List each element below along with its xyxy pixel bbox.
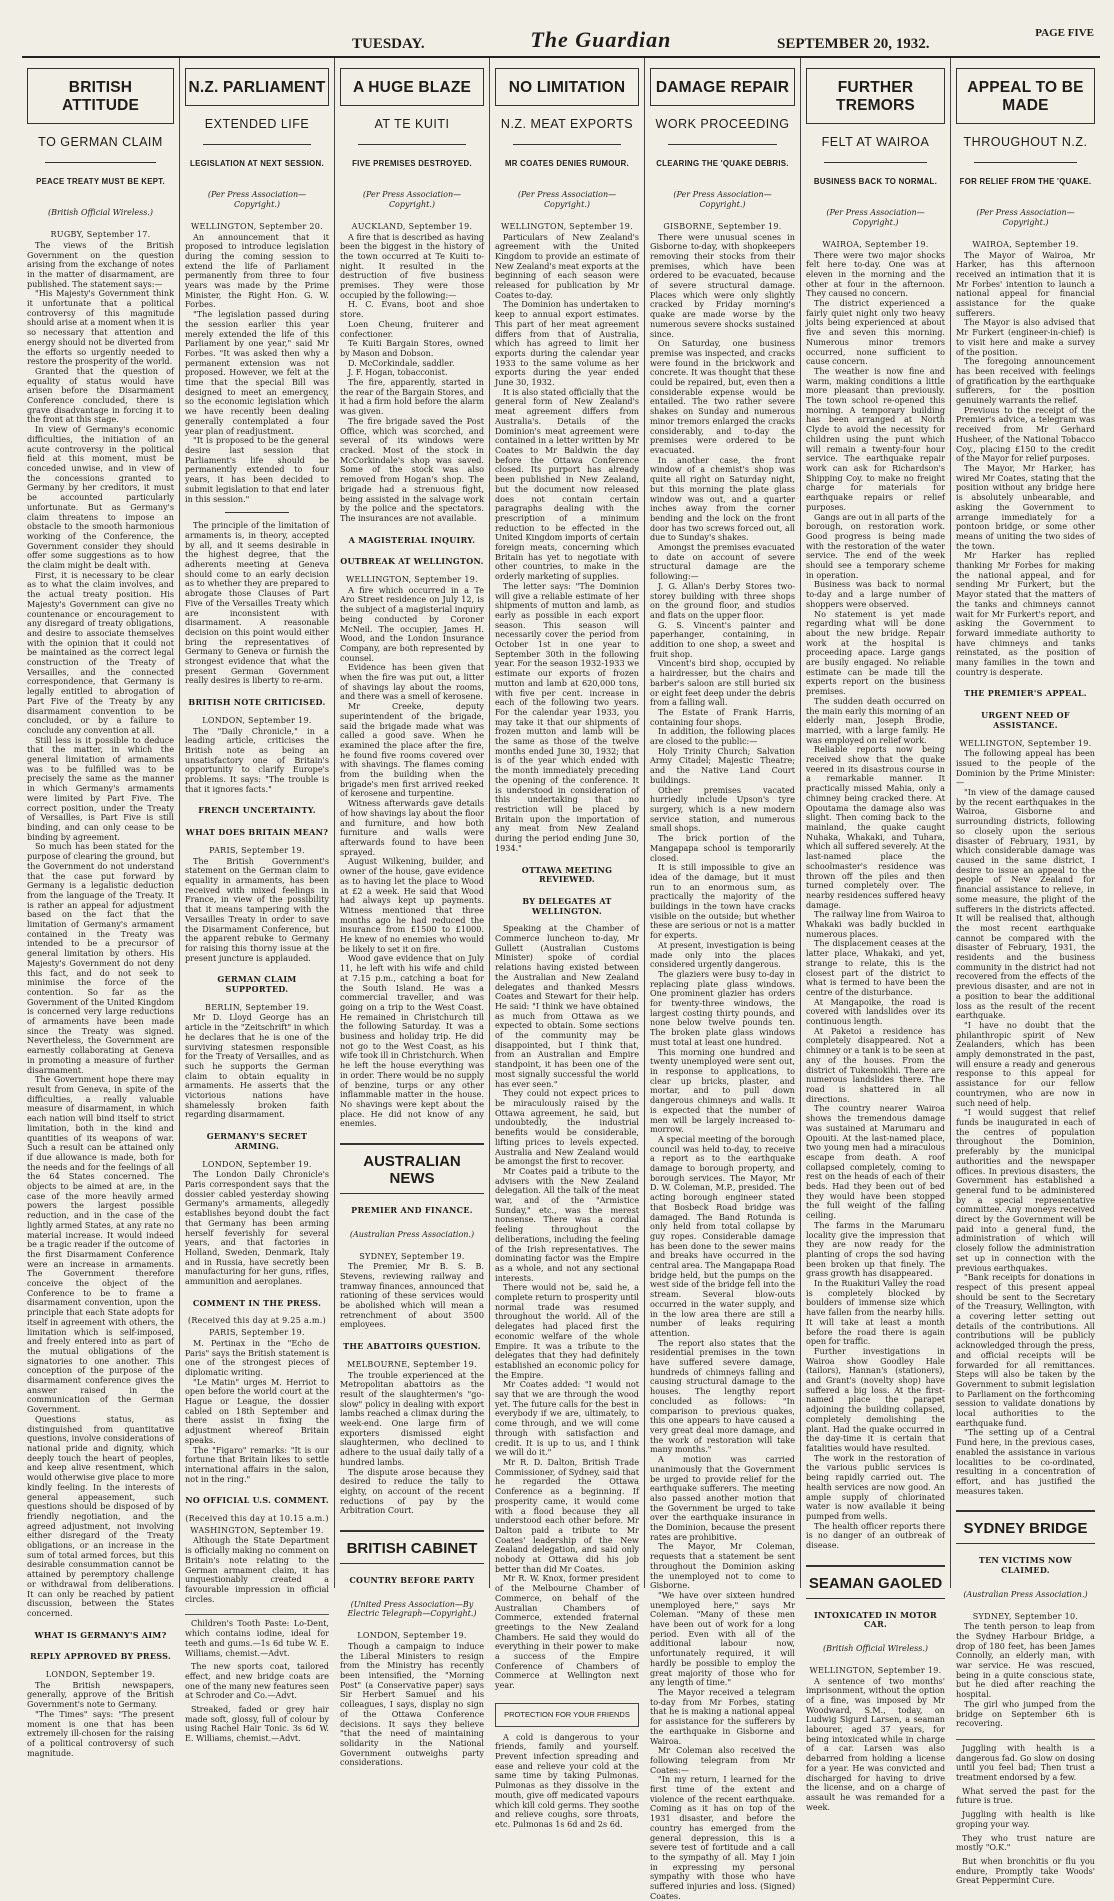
dateline: LONDON, September 19. xyxy=(45,1670,156,1680)
paragraph: There would not be, said he, a complete return to prosperity until normal trade was resumed throughout the world. All of the delegates had placed first the economic welfare of the whole Empire. It was a tribute to the delegates that they had definitely established an economic policy for the Empire. xyxy=(495,1282,639,1380)
paragraph: "It is proposed to be the general desire last session that Parliament's life should be permanently extended to four years, it has been decided to submit legislation to that end later in this session." xyxy=(185,435,329,504)
article-body xyxy=(340,233,484,524)
article-body xyxy=(185,857,329,964)
received-note: (Received this day at 10.15 a.m.) xyxy=(185,1514,329,1524)
paragraph: The new sports coat, tailored effect, and new bridge coats are one of the many new features seen at Schroder and Co.—Advt. xyxy=(185,1661,329,1701)
dateline: WAIROA, September 19. xyxy=(972,239,1079,249)
dateline: LONDON, September 19. xyxy=(202,1159,312,1169)
paragraph: Holy Trinity Church; Salvation Army Citadel; Majestic Theatre; and the Native Land Court buildings. xyxy=(650,745,795,785)
dateline: BERLIN, September 19. xyxy=(205,1002,309,1012)
masthead-day: TUESDAY. xyxy=(352,36,425,52)
paragraph: "Bank receipts for donations in respect of this present appeal should be sent to the Secretary of the Treasury, Wellington, with a covering letter setting out details of the contributions. All contributions will be publicly acknowledged through the press, and official receipts will be forwarded for all remittances. Steps will also be taken by the Government to submit legislation to Parliament on the forthcoming session to validate donations by local authorities to the earthquake fund. xyxy=(956,1272,1095,1428)
paragraph: There were unusual scenes in Gisborne to-day, with shopkeepers removing their stocks from their premises, which have been ordered to be evacuated, because of severe structural damage. Places which were only slightly cracked by Friday morning's quake are made worse by the numerous severe shocks sustained since. xyxy=(650,231,795,339)
masthead-page-number: PAGE FIVE xyxy=(1035,27,1094,39)
paragraph: It is also stated officially that the general form of New Zealand's meat agreement differs from Australia's. Details of the Dominion's meat agreement were contained in a letter written by Mr Coates to Mr Baldwin the day before the Ottawa Conference closed. Its purport has already been published in New Zealand, but the document now released does not contain certain paragraphs dealing with the prescription of a minimum reduction to be effected in the United Kingdom imports of certain foreign meats, concerning which Britain has yet to negotiate with other countries, to make in the orderly marketing of supplies. xyxy=(495,386,639,582)
section-heading: NO OFFICIAL U.S. COMMENT. xyxy=(185,1495,329,1506)
paragraph: The Premier, Mr B. S. B. Stevens, reviewing railway and tramway finances, announced that rationing of these services would be abolished which will mean a retrenchment of about 3500 employees. xyxy=(340,1261,484,1330)
section-heading: THE PREMIER'S APPEAL. xyxy=(964,688,1087,699)
paragraph: H. C. Evans, boot and shoe store. xyxy=(340,299,484,320)
dateline: WELLINGTON, September 19. xyxy=(959,738,1092,748)
dateline: AUCKLAND, September 19. xyxy=(351,221,473,231)
dateline: WELLINGTON, September 20. xyxy=(190,221,324,231)
article-body xyxy=(956,251,1095,678)
divider xyxy=(45,162,156,163)
paragraph: The displacement ceases at the latter place, Whakaki, and yet, strange to relate, this is the closest part of the district to what is termed to have been the centre of the disturbance. xyxy=(806,938,945,997)
divider xyxy=(203,144,311,145)
article-body xyxy=(185,1170,329,1286)
paragraph: "In view of the damage caused by the recent earthquakes in the Wairoa, Gisborne and surrounding districts, following so closely upon the serious disaster of February, 1931, by which considerable damage was caused in the same district, I desire to issue an appeal to the people of New Zealand for financial assistance to relieve, in some measure, the plight of the sufferers in the districts affected. It will be realised that, although the most recent earthquake cannot be compared with the disaster of February, 1931, the residents and the business community in the district had not recovered from the effects of the previous disaster, and are not in a position to bear the additional loss as the result of the recent earthquake. xyxy=(956,787,1095,1021)
headline: FURTHER TREMORS xyxy=(806,68,945,124)
paragraph: Evidence has been given that when the fire was put out, a litter of shavings lay about the rooms, and there was a smell of kerosene. xyxy=(340,662,484,702)
article-body xyxy=(185,1013,329,1120)
paragraph: The work in the restoration of the various public services is being rapidly carried out. The health services are now good. An ample supply of chlorinated water is now available it being pumped from wells. xyxy=(806,1452,945,1521)
paragraph: Vincent's bird shop, occupied by a hairdresser, but the chairs and barber's saloon are still buried six or eight feet deep under the debris from a falling wall. xyxy=(650,658,795,708)
paragraph: At Paketoi a residence has completely disappeared. Not a chimney or a tank is to be seen at any of the houses. From the district of Tukemokihi. There are numerous landslides there. The road is shattered in all directions. xyxy=(806,1025,945,1104)
paragraph: The "Figaro" remarks: "It is our fortune that Britain likes to settle international affairs in the salon, not in the ring." xyxy=(185,1444,329,1484)
paragraph: Mr Coates added: "I would not say that we are through the wood yet. The future calls for the best in everybody if we are, ultimately, to come through, and we will come through with satisfaction and credit. It is up to us, and I think we will do it." xyxy=(495,1379,639,1458)
paragraph: A fire that is described as having been the biggest in the history of the town occurred at Te Kuiti to-night. It resulted in the destruction of five business premises. They were those occupied by the following:— xyxy=(340,231,484,300)
paragraph: A fire which occurred in a Te Aro Street residence on July 12, is the subject of a magisterial inquiry being conducted by Coroner McNeil. The occupier, James H. Wood, and the London Insurance Company, are both represented by counsel. xyxy=(340,584,485,663)
section-heading: BRITISH NOTE CRITICISED. xyxy=(188,697,326,708)
paragraph: Although the State Department is officially making no comment on Britain's note relating to the German armament claim, it has unquestionably created a favourable impression in official circles. xyxy=(185,1535,329,1604)
advertisement-heading: PROTECTION FOR YOUR FRIENDS xyxy=(495,1703,639,1727)
paragraph: "In my return, I learned for the first time of the extent and violence of the recent earthquake. Coming as it has on top of the 1931 disaster, and before the country has emerged from the general depression, this is a severe test of fortitude and a call to the sympathy of all. May I join in expressing my personal sympathy with those who have suffered injuries and loss. (Signed) Coates. xyxy=(650,1774,795,1901)
divider xyxy=(358,144,466,145)
paragraph: J. G. Allan's Derby Stores two-storey building with three shops on the ground floor, and studios and flats on the upper floor. xyxy=(650,580,795,620)
paragraph: Granted that the question of equality of status would have arisen before the Disarmament Conference concluded, there is grave disadvantage in forcing it to the front at this stage. xyxy=(27,365,174,425)
paragraph: The dispute arose because they desired to reduce the tally to eighty, on account of the recent reductions of pay by the Arbitration Court. xyxy=(340,1466,484,1516)
paragraph: In the Ruakituri Valley the road is completely blocked by boulders of immense size which have fallen from the nearby hills. It will take at least a month before the road there is again open for traffic. xyxy=(806,1278,945,1347)
paragraph: The railway line from Wairoa to Whakaki was badly buckled in numerous places. xyxy=(806,909,945,939)
paragraph: A special meeting of the borough council was held to-day, to receive a report as to the earthquake damage to borough property, and borough services. The Mayor, Mr D. W. Coleman, M.P., presided. The acting borough engineer stated that Bosbeck Road bridge was damaged. The Band Rotunda is only held from total collapse by guy ropes. Considerable damage has been done to the sewer mains and breaks have occurred in the central area. The Mangapapa Road bridge held, but the pumps on the west side of the bridge fell into the stream. Several blow-outs occurred in the water supply, and in the low area there are still a number of leaks requiring attention. xyxy=(650,1133,795,1338)
article-body xyxy=(806,251,945,1551)
advertisement-text: A cold is dangerous to your friends, family and yourself. Prevent infection spreading and ease and relieve your cold at the same time by taking Pulmonas. Pulmonas as they dissolve in the mouth, give off medicated vapours which kill cold germs. They soothe and relieve coughs, sore throats, etc. Pulmonas 1s 6d and 2s 6d. xyxy=(495,1731,639,1829)
credit: (Per Press Association— Copyright.) xyxy=(976,208,1075,228)
credit: (Per Press Association— Copyright.) xyxy=(362,190,462,210)
article-body xyxy=(495,924,639,1691)
article-body xyxy=(185,233,329,505)
subheadline: N.Z. MEAT EXPORTS xyxy=(500,117,634,131)
dateline: MELBOURNE, September 19. xyxy=(347,1359,477,1369)
paragraph: The views of the British Government on the question arising from the exchange of notes in the matter of disarmament, are published. The statement says:— xyxy=(27,239,174,289)
section-heading: GERMANY'S SECRET ARMING. xyxy=(206,1131,308,1151)
paragraph: The fire, apparently, started in the rear of the Bargain Stores, and it had a firm hold before the alarm was given. xyxy=(340,377,484,417)
paragraph: There were two major shocks felt here to-day. One was at eleven in the morning and the other at four in the afternoon. They caused no concern. xyxy=(806,249,945,299)
dateline: WASHINGTON, September 19. xyxy=(190,1525,324,1535)
section-heading: URGENT NEED OF ASSISTANCE. xyxy=(981,710,1070,730)
divider xyxy=(824,162,927,163)
paragraph: Still less is it possible to deduce that the matter, in which the general limitation of armaments was to be fulfilled was to be precisely the same as the manner in which Germany's armaments were limited by Part Five. The correct position, under the Treaty of Versailles, is Part Five is still binding, and can only cease to be binding by agreement. xyxy=(27,734,174,842)
subheadline: FELT AT WAIROA xyxy=(821,135,930,149)
headline: NO LIMITATION xyxy=(495,68,639,106)
dateline: RUGBY, September 17. xyxy=(50,230,151,240)
deck: PEACE TREATY MUST BE KEPT. xyxy=(36,176,165,186)
paragraph: The Mayor, Mr Harker, has wired Mr Coates, stating that the position without any bridge here is absolutely unbearable, and asking the Government to arrange immediately for a pontoon bridge, or some other means of uniting the two sides of the town. xyxy=(956,462,1095,551)
section-heading: GERMAN CLAIM SUPPORTED. xyxy=(217,974,297,995)
article-body xyxy=(185,1339,329,1485)
paragraph: In view of Germany's economic difficulties, the initiation of an acute controversy in the political field at this moment, must be conceded unwise, and in view of the concessions granted to Germany by her creditors, it must be accounted particularly unfortunate. But as Germany's claim threatens to impose an obstacle to the smooth harmonious working of the Conference, the Government consider they should offer some suggestions as to how the claim might be dealt with. xyxy=(27,424,174,571)
section-heading: COMMENT IN THE PRESS. xyxy=(192,1297,322,1308)
paragraph: So much has been stated for the purpose of clearing the ground, but the Government do not understand that the case put forward by Germany is a legalistic deduction from the language of the Treaty. It is rather an appeal for adjustment based on the fact that the limitation of Germany's armament contained in the Treaty was intended to be a precursor of general limitation by others. His Majesty's Government do not deny this fact, and do not seek to minimise the force of the contention. So far as the Government of the United Kingdom is concerned very large reductions of armaments have been made since the Treaty was signed. Nevertheless, the Government are earnestly collaborating at Geneva in promoting a measure of further disarmament. xyxy=(27,841,174,1075)
section-heading: OUTBREAK AT WELLINGTON. xyxy=(340,556,484,567)
paragraph: A motion was carried unanimously that the Government be urged to provide relief for the earthquake sufferers. The meeting also passed another motion that the Government be urged to take over the earthquake insurance in the Dominion, because the present rates are prohibitive. xyxy=(650,1454,795,1542)
paragraph: On Saturday, one business premise was inspected, and cracks were found in the brickwork and concrete. It was thought that these could be repaired, but, even then a considerable expense would be entailed. The two rather severe shakes on Sunday and numerous minor tremors enlarged the cracks considerably, and to-day the premises were ordered to be evacuated. xyxy=(650,338,795,455)
headline: N.Z. PARLIAMENT xyxy=(185,68,329,106)
paragraph: It is still impossible to give an idea of the damage, but it must run to an enormous sum, as practically the majority of the buildings in the town have cracks visible on the outside; but whether these are serious or not is a matter for experts. xyxy=(650,862,795,941)
dateline: WAIROA, September 19. xyxy=(822,239,929,249)
dateline: SYDNEY, September 10. xyxy=(972,1611,1079,1621)
headline: BRITISH ATTITUDE xyxy=(27,68,174,124)
paragraph: The Mayor, Mr Coleman, requests that a statement be sent throughout the Dominion asking the unemployed not to come to Gisborne. xyxy=(650,1541,795,1591)
section-heading: WHAT DOES BRITAIN MEAN? xyxy=(185,827,329,838)
paragraph: The foregoing announcement has been received with feelings of gratification by the earthquake sufferers, for the position genuinely warrants the relief. xyxy=(956,356,1095,406)
paragraph: Speaking at the Chamber of Commerce luncheon to-day, Mr Gullett (Australian Customs Minister) spoke of cordial relations having existed between the Australian and New Zealand delegates and thanked Messrs Coates and Stewart for their help. He said: "I think we have obtained as much from Ottawa as we expected to obtain. Some sections of the community may be disappointed, but I think that, from an Australian and Empire standpoint, it has been one of the most signally successful the world has ever seen." xyxy=(495,923,639,1089)
paragraph: Further investigations in Wairoa show Goodley Hale (tailors), Hannan's (stationers), and Grant's (novelty shop) have suffered a big loss. At the first-named place the parapet adjoining the building collapsed, completely demolishing the plant. Had the quake occurred in the day-time it is certain that fatalities would have resulted. xyxy=(806,1345,945,1453)
article-body xyxy=(806,1677,945,1813)
advertisements xyxy=(185,1614,329,1743)
paragraph: No statement is yet made regarding what will be done about the new bridge. Repair work at the hospital is proceeding apace. Large gangs are busily engaged. No reliable estimate can be made till the experts report on the business premises. xyxy=(806,608,945,697)
masthead-date: SEPTEMBER 20, 1932. xyxy=(777,36,930,52)
paragraph: J. F. Hogan, tobacconist. xyxy=(348,367,448,378)
deck: CLEARING THE 'QUAKE DEBRIS. xyxy=(656,158,789,168)
paragraph: The British newspapers, generally, approve of the British Government's note to Germany. xyxy=(27,1679,174,1710)
section-heading: A MAGISTERIAL INQUIRY. xyxy=(348,534,476,545)
paragraph: Mr D. Lloyd George has an article in the "Zeitschrift" in which he declares that he is one of the surviving statesmen responsible for the Treaty of Versailles, and as such he supports the German claim to obtain equality in armaments. He asserts that the victorious nations have shamelessly broken faith regarding disarmament. xyxy=(185,1012,329,1120)
article-body xyxy=(185,727,329,795)
article-body xyxy=(956,1622,1095,1729)
paragraph: "The legislation passed during the session earlier this year merely extended the life of this Parliament by one year," said Mr Forbes. "It was asked then why a permanent extension was not proposed. However, we felt at the time that the special Bill was designed to meet an emergency, so the economic legislation which we have recently been dealing generally contemplated a four year plan of readjustment. xyxy=(185,309,329,436)
paragraph: Mr Creeke, deputy superintendent of the brigade, said the brigade made what was called a good save. When he examined the place after the fire, he found five rooms covered over with shavings. The flames coming from the building when the brigade's men first arrived reeked of kerosene and turpentine. xyxy=(340,701,484,799)
paragraph: Other premises vacated hurriedly include Upson's tyre surgery, which is a new modern service station, and numerous small shops. xyxy=(650,784,795,834)
received-note: (Received this day at 9.25 a.m.) xyxy=(187,1316,327,1326)
credit: (Australian Press Association.) xyxy=(349,1229,475,1239)
headline: DAMAGE REPAIR xyxy=(650,68,795,106)
paragraph: "We have over sixteen hundred unemployed here," says Mr Coleman. "Many of these men have been out of work for a long period. Even with all of the additional labour now, unfortunately required, it will hardly be possible to employ the great majority of those who for any length of time." xyxy=(650,1589,795,1688)
subheadline: EXTENDED LIFE xyxy=(204,117,310,131)
dateline: WELLINGTON, September 19. xyxy=(345,575,479,585)
credit: (United Press Association—By Electric Telegraph—Copyright.) xyxy=(347,1599,477,1619)
columns xyxy=(22,58,1100,1901)
paragraph: Children's Tooth Paste: Lo-Dent, which contains iodine, ideal for teeth and gums.—1s 6d tube W. E. Williams, chemist.—Advt. xyxy=(185,1618,329,1658)
paragraph: The Mayor is also advised that Mr Furkert (engineer-in-chief) is to visit here and make a survey of the position. xyxy=(956,317,1095,357)
paragraph: The Dominion has undertaken to keep to annual export estimates. This part of her meat agreement differs from that of Australia, which has agreed to limit her exports during the calendar year 1933 to the same volume as her exports during the year ended June 30, 1932. xyxy=(495,299,639,388)
advertisement xyxy=(956,1739,1095,1886)
subheadline: TO GERMAN CLAIM xyxy=(38,135,163,149)
paragraph: In addition, the following places are closed to the public:— xyxy=(650,726,795,747)
paragraph: "Le Matin" urges M. Herriot to open before the world court at the Hague or League, the dossier cabled on 18th September and there assist in fixing the adjustment whereof Britain speaks. xyxy=(185,1376,329,1445)
paragraph: The fire brigade saved the Post Office, which was scorched, and several of its windows were cracked. Most of the stock in McCorkindale's shop was saved. Some of the stock was also removed from Hogan's shop. The brigade had a strenuous fight, being assisted in the salvage work by the police and the spectators. The insurances are not available. xyxy=(340,415,484,523)
article-body xyxy=(340,1262,484,1330)
section-heading: OTTAWA MEETING REVIEWED. xyxy=(521,864,613,885)
paragraph: Reliable reports now being received show that the quake veered in its disastrous course in a remarkable manner. It practically missed Mahia, only a chimney being cracked there. At Opoutama the damage also was slight. Then coming back to the mainland, the quake caught Nuhaka, Whakaki, and Tuhara, which all suffered severely. At the last-named place the schoolmaster's residence was thrown off the piles and then turned completely over. The nearby residences suffered heavy damage. xyxy=(806,744,945,910)
paragraph: Gangs are out in all parts of the borough, on restoration work. Good progress is being made with the restoration of the water service. The end of the week should see a temporary scheme in operation. xyxy=(806,511,945,580)
paragraph: Mr Harker has replied thanking Mr Forbes for making the national appeal, and for sending Mr Furkert, but the Mayor stated that the matters of the tanks and chimneys cannot wait for Mr Furkert's report, and asking the Government to forward immediate authority to have chimneys and tanks reinstated, as the position of many families in the town and country is desperate. xyxy=(956,550,1095,677)
paragraph: Loen Cheung, fruiterer and confectioner. xyxy=(340,318,484,339)
paragraph: D. McCorkindale, saddler. xyxy=(348,357,455,368)
paragraph: Previous to the receipt of the Premier's advice, a telegram was received from Mr Gerhard Husheer, of the National Tobacco Coy., placing £150 to the credit of the Mayor for relief purposes. xyxy=(956,404,1095,464)
section-heading: BY DELEGATES AT WELLINGTON. xyxy=(522,895,612,916)
section-headline: AUSTRALIAN NEWS xyxy=(340,1143,484,1194)
column-british-attitude xyxy=(22,58,180,1758)
paragraph: What served the past for the future is true. xyxy=(956,1785,1095,1806)
divider xyxy=(974,162,1077,163)
paragraph: Wood gave evidence that on July 11, he left with his wife and child at 7.15 p.m., catching a boat for the South Island. He was a commercial traveller, and was going on a trip to the West Coast. He remained in Christchurch till the following Saturday. It was a business and holiday trip. He did not go to the West Coast, as his wife took ill in Christchurch. When he left the house everything was in order. There would be no supply of benzine, turps or any other inflammable matter in the house. No shavings were kept about the place. He did not know of any enemies. xyxy=(340,953,484,1129)
paragraph: The Government hope there may result from Geneva, in spite of the difficulties, a really valuable measure of disarmament, in which each nation will bind itself to strict limitation, both in the kind and quantities of its weapons of war. Such a result can be attained only if due allowance is made, both for the needs and for the feelings of all the 64 States concerned. The objects to be aimed at are, in the case of the more heavily armed powers the largest possible reduction, and in the case of the lightly armed States, at any rate no material increase. It would indeed be a tragic reader if the outcome of the first Disarmament Conference were an increase in armaments. The Government therefore conceive the object of the Conference to be to frame a disarmament convention, upon the principle that each State adopts for itself in agreement with others, the limitation which is self-imposed, and freely entered into as part of the mutual obligations of the signatories to one another. This conception of the purpose of the disarmament conference gives the answer raised in the communication of the German Government. xyxy=(27,1074,174,1415)
paragraph: But when bronchitis or flu you endure, Promptly take Woods' Great Peppermint Cure. xyxy=(956,1855,1095,1886)
column-nz-parliament xyxy=(180,58,335,1744)
paragraph: Witness afterwards gave details of how shavings lay about the floor and furniture, and how both furniture and walls were afterwards found to have been sprayed. xyxy=(340,798,484,857)
paragraph: Mr R. D. Dalton, British Trade Commissioner, of Sydney, said that he regarded the Ottawa Conference as a beginning. If prosperity came, it would come with a flood because they all understood each other before. Mr Dalton paid a tribute to Mr Coates' leadership of the New Zealand delegation, and said only nobody at Ottawa did his job better than did Mr Coates. xyxy=(495,1457,639,1574)
article-body xyxy=(185,521,329,686)
paragraph: Questions status, as distinguished from quantitative questions, involve considerations of national pride and dignity, which deeply touch the heart of peoples, and keep alive resentment, which would otherwise give place to more kindly feeling. In the interests of general appeasement, such questions should be disposed of by friendly negotiation, and the agreed adjustment, not involving either disregard of the Treaty obligations, or an increase in the sum of total armed forces, but this desirable consummation cannot be attained by peremptory challenge or withdrawal from deliberations. It can only be reached by patient discussion, between the States concerned. xyxy=(27,1413,174,1618)
section-heading: INTOXICATED IN MOTOR CAR. xyxy=(814,1609,937,1630)
paragraph: The health officer reports there is no danger of an outbreak of disease. xyxy=(806,1520,945,1551)
paragraph: The weather is now fine and warm, making conditions a little more pleasant than previously. The town school re-opened this morning. A temporary building has been arranged at North Clyde to avoid the necessity for children using the punt which will remain a twenty-four hour service. The earthquake repair work can ask for Richardson's Shipping Coy. to make no freight charge for materials for earthquake repairs or relief purposes. xyxy=(806,365,945,512)
dateline: LONDON, September 19. xyxy=(202,715,312,725)
paragraph: They who trust nature are mostly "O.K." xyxy=(956,1832,1095,1853)
article-body xyxy=(650,233,795,1901)
paragraph: The country nearer Wairoa shows the tremendous damage was sustained at Marumaru and Opouiti. At the last-named place, two young men had a miraculous escape from death. A roof collapsed completely, coming to rest on the heads of each of their beds. Had they been out of bed they would have been stopped the full weight of the falling ceiling. xyxy=(806,1103,945,1221)
column-further-tremors xyxy=(801,58,951,1812)
divider xyxy=(513,144,621,145)
paragraph: An announcement that it proposed to introduce legislation during the coming session to extend the life of Parliament permanently from three to four years was made by the Prime Minister, the Right Hon. G. W. Forbes. xyxy=(185,231,329,310)
paragraph: The Mayor of Wairoa, Mr Harker, has this afternoon received an intimation that it is Mr Forbes' intention to launch a national appeal for financial assistance for the quake sufferers. xyxy=(956,249,1095,318)
paragraph: The London Daily Chronicle's Paris correspondent says that the dossier cabled yesterday showing Germany's armaments, allegedly establishes beyond doubt the fact that Germany has been arming herself feverishly for several years, and that factories in Holland, Sweden, Denmark, Italy and in Russia, have secretly been manufacturing for her guns, rifles, ammunition and aeroplanes. xyxy=(185,1169,329,1287)
paragraph: Juggling with health is a dangerous fad. Go slow on dosing until you feel bad; Then trust a treatment endorsed by a few. xyxy=(956,1742,1095,1783)
paragraph: The British Government's statement on the German claim to equality in armaments, has been received with mixed feelings in France, in view of the possibility that it means tampering with the Versailles Treaty in order to save the Disarmament Conference, but the apparent rebuke to Germany for raising this thorny issue at the present juncture is applauded. xyxy=(185,855,329,963)
dateline: WELLINGTON, September 19. xyxy=(500,221,634,231)
deck: MR COATES DENIES RUMOUR. xyxy=(504,158,629,168)
paragraph: A sentence of two months' imprisonment, without the option of a fine, was imposed by Mr Woodward, S.M., today, on Ludwig Sigurd Larsen, a seaman labourer, aged 37 years, for being intoxicated while in charge of a car. Larsen was also debarred from holding a license for a year. He was convicted and discharged for having to drive the license, and on a charge of assault he was remanded for a week. xyxy=(806,1675,945,1812)
paragraph: "I would suggest that relief funds be inaugurated in each of the centres of population throughout the Dominion, preferably by the municipal authorities and the newspaper offices. In previous disasters, the Government has established a general fund to be administered by a special representative committee. Any moneys received direct by the Government will be paid into a general fund, the administration of which will closely follow the administration set up in connection with the previous earthquakes. xyxy=(956,1107,1095,1273)
paragraph: The "Daily Chronicle," in a leading article, criticises the British note as being an unsatisfactory one of Britain's opportunity to clarify Europe's problems. It says: "The trouble is that it ignores facts." xyxy=(185,725,329,794)
section-heading: COUNTRY BEFORE PARTY xyxy=(349,1575,475,1586)
paragraph: Mr Coleman also received the following telegram from Mr Coates:— xyxy=(650,1745,795,1775)
paragraph: The glaziers were busy to-day in replacing plate glass windows. One prominent glazier has orders for twenty-three windows, the largest costing thirty pounds, and none below twelve pounds ten. The broken plate glass windows must total at least one hundred. xyxy=(650,968,795,1047)
deck: LEGISLATION AT NEXT SESSION. xyxy=(190,158,324,168)
paragraph: "The Times" says: "The present moment is one that has been extremely ill-chosen for the raising of a political controversy of such magnitude. xyxy=(27,1708,174,1758)
paragraph: In another case, the front window of a chemist's shop was quite all right on Saturday night, but this morning the plate glass window was out, and a quarter inches away from the corner bending and the lock on the front door has two screws forced out, all due to Sunday's shakes. xyxy=(650,454,795,543)
paragraph: The sudden death occurred on the main early this morning of an elderly man, Joseph Brodie, married, with a large family. He was employed on relief work. xyxy=(806,695,945,745)
paragraph: Particulars of New Zealand's agreement with the United Kingdom to provide an estimate of New Zealand's meat exports at the beginning of each season were released for publication by Mr Coates to-day. xyxy=(495,231,639,300)
credit: (British Official Wireless.) xyxy=(47,208,154,218)
paragraph: "His Majesty's Government think it unfortunate that a political controversy of this magnitude should arise at a moment when it is so necessary that attention and energy should not be diverted from the efforts so urgently needed to restore the prosperity of the world. xyxy=(27,288,174,367)
paragraph: The letter says: "The Dominion will give a reliable estimate of her shipments of mutton and lamb, as early as possible in each export season. This season will necessarily cover the period from October 1st in one year to September 30th in the following year. For the season 1932-1933 we estimate our exports of frozen mutton and lamb at 620,000 tons, with five per cent. increase in each of the following two years. For the calendar year 1933, you may take it that our shipments of frozen mutton and lamb will be the same as those of the twelve months ended June 30, 1932; that is of the year which ended with the month immediately preceding the opening of the conference. It is understood in consideration of this undertaking that no restriction will be placed by Britain upon the importation of any meat from New Zealand during the period ending June 30, 1934." xyxy=(495,580,639,853)
paragraph: Mr R. W. Knox, former president of the Melbourne Chamber of Commerce, on behalf of the Australian Chambers of Commerce, extended fraternal greetings to the New Zealand Chambers. He said they would do everything in their power to make a success of the Empire Conference of Chambers of Commerce at Wellington next year. xyxy=(495,1573,639,1691)
article-body xyxy=(495,233,639,854)
section-headline: SEAMAN GAOLED xyxy=(806,1565,945,1599)
paragraph: G. S. Vincent's painter and paperhanger, containing, in addition to one shop, a sweet and fruit shop. xyxy=(650,619,795,659)
paragraph: The girl who jumped from the bridge on September 6th is recovering. xyxy=(956,1698,1095,1729)
paragraph: Streaked, faded or grey hair made soft, glossy, full of colour by using Rachel Hair Tonic. 3s 6d W. E. Williams, chemist.—Advt. xyxy=(185,1704,329,1744)
section-heading: TEN VICTIMS NOW CLAIMED. xyxy=(978,1555,1073,1576)
column-damage-repair xyxy=(645,58,801,1901)
credit: (Per Press Association— Copyright.) xyxy=(207,190,307,210)
subheadline: THROUGHOUT N.Z. xyxy=(963,135,1088,149)
credit: (Per Press Association— Copyright.) xyxy=(826,208,925,228)
paragraph: Juggling with health is like groping your way. xyxy=(956,1809,1095,1829)
section-heading: WHAT IS GERMANY'S AIM? xyxy=(34,1629,167,1640)
divider xyxy=(668,144,777,145)
paragraph: Though a campaign to induce the Liberal Ministers to resign from the Ministry has recently been intensified, the "Morning Post" (a Conservative paper) says Sir Herbert Samuel and his colleagues, I says, display no sign of the Ottawa Conference decisions. It says they believe "that the need of maintaining solidarity in the National Government outweighs party considerations. xyxy=(340,1640,484,1768)
paragraph: The Estate of Frank Harris, containing four shops. xyxy=(650,706,795,727)
article-body xyxy=(185,1536,329,1604)
column-appeal xyxy=(951,58,1100,1886)
article-body xyxy=(340,586,484,1129)
paragraph: The trouble experienced at the Metropolitan abattoirs as the result of the slaughtermen's "go-slow" policy in dealing with export lambs reached a climax during the week-end. One large firm of exporters dismissed eight slaughtermen, who declined to adhere to the usual daily tally of a hundred lambs. xyxy=(340,1369,484,1467)
paragraph: They could not expect prices to be miraculously raised by the Ottawa agreement, he said, but undoubtedly, the industrial benefits would be considerable, lifting prices to levels expected. Australia and New Zealand would be amongst the first to recover. xyxy=(495,1088,639,1167)
paragraph: At present, investigation is being made only into the places considered urgently dangerous. xyxy=(650,939,795,970)
dateline: GISBORNE, September 19. xyxy=(663,221,782,231)
paragraph: The farms in the Marumaru locality give the impression that they are now ready for the planting of crops the sod having been broken up that finely. The grass growth has disappeared. xyxy=(806,1219,945,1279)
paragraph: Business was back to normal to-day and a large number of shoppers were observed. xyxy=(806,579,945,609)
column-huge-blaze xyxy=(335,58,490,1768)
subheadline: WORK PROCEEDING xyxy=(655,117,790,131)
article-body xyxy=(956,749,1095,1496)
dateline: SYDNEY, September 19. xyxy=(359,1251,465,1261)
paragraph: This morning one hundred and twenty unemployed were sent out, in response to applications, to clear up bricks, plaster, and mortar, and to pull down dangerous chimneys and walls. It is expected that the number of men will be largely increased to-morrow. xyxy=(650,1046,795,1135)
paragraph: The following appeal has been issued to the people of the Dominion by the Prime Minister:— xyxy=(956,748,1095,788)
paragraph: The tenth person to leap from the Sydney Harbour Bridge, a drop of 180 feet, has been James Connolly, an elderly man, with war service. He was rescued, being in a quite conscious state, but he died after reaching the hospital. xyxy=(956,1621,1095,1700)
section-heading: THE ABATTOIRS QUESTION. xyxy=(343,1341,481,1352)
credit: (Per Press Association— Copyright.) xyxy=(517,190,617,210)
paragraph: The principle of the limitation of armaments is, in theory, accepted by all, and it seems desirable in the highest degree, that the adherents meeting at Geneva should come to an early decision as to whether they are prepared to abrogate those Clauses of Part Five of the Versailles Treaty which are inconsistent with disarmament. A reasonable decision on this point would either bring the representatives of Germany to Geneva or furnish the strongest evidence that what the present German Government really desires is liberty to re-arm. xyxy=(185,520,329,686)
masthead-paper-name: The Guardian xyxy=(530,27,672,52)
masthead xyxy=(22,28,1100,58)
credit: (Australian Press Association.) xyxy=(963,1589,1088,1599)
paragraph: "The setting up of a Central Fund here, in the previous cases, enabled the assistance in various localities to be co-ordinated, resulting in a concentration of effort, and has justified the measures taken. xyxy=(956,1427,1095,1496)
divider xyxy=(225,512,289,513)
section-headline: SYDNEY BRIDGE xyxy=(956,1510,1095,1544)
deck: FIVE PREMISES DESTROYED. xyxy=(352,158,472,168)
dateline: PARIS, September 19. xyxy=(209,1328,305,1338)
paragraph: First, it is necessary to be clear as to what the claim involves, and the actual treaty position. His Majesty's Government can give no countenance or encouragement to any disregard of treaty obligations, and desire to associate themselves with the opinion that it could not be maintained as the correct legal construction of the Treaty of Versailles, and the connected correspondence, that Germany is legally entitled to abrogation of Part Five of the Treaty by any disarmament convention to be concluded, or by a failure to conclude any convention at all. xyxy=(27,569,174,735)
paragraph: The district experienced a fairly quiet night only two heavy jolts being experienced at about five and seven this morning. Numerous minor tremors occurred, none sufficient to cause concern. xyxy=(806,298,945,367)
headline: A HUGE BLAZE xyxy=(340,68,484,106)
paragraph: "I have no doubt that the philanthropic spirit of New Zealanders, which has been amply demonstrated in the past, will ensure a ready and generous response to this appeal for assistance for our fellow countrymen, who are now in such need of help. xyxy=(956,1019,1095,1108)
article-body xyxy=(27,1681,174,1759)
paragraph: The brick portion of the Mangapapa school is temporarily closed. xyxy=(650,833,795,863)
dateline: LONDON, September 19. xyxy=(357,1631,467,1641)
section-heading: REPLY APPROVED BY PRESS. xyxy=(29,1651,172,1662)
credit: (British Official Wireless.) xyxy=(822,1644,929,1654)
dateline: PARIS, September 19. xyxy=(209,845,305,855)
paragraph: Mr Coates paid a tribute to the advisers with the New Zealand delegation. All the talk of the meat war, and of the "Armistice Sunday," etc., was the merest nonsense. There was a cordial feeling throughout the deliberations, including the feeling of the Irish representatives. The dominating factor was the Empire as a whole, and not any sectional interests. xyxy=(495,1165,639,1283)
paragraph: August Wilkening, builder, and owner of the house, gave evidence as to having let the place to Wood at £2 a week. He said that Wood had always kept up payments. Witness mentioned that three months ago he had reduced the insurance from £1500 to £1000. He knew of no enemies who would be likely to set it on fire. xyxy=(340,856,484,954)
deck: FOR RELIEF FROM THE 'QUAKE. xyxy=(959,176,1092,186)
headline: APPEAL TO BE MADE xyxy=(956,68,1095,124)
section-heading: PREMIER AND FINANCE. xyxy=(351,1205,473,1216)
article-body xyxy=(340,1642,484,1768)
paragraph: Te Kuiti Bargain Stores, owned by Mason and Dobson. xyxy=(340,338,484,358)
dateline: WELLINGTON, September 19. xyxy=(809,1665,942,1675)
subheadline: AT TE KUITI xyxy=(374,117,450,131)
paragraph: The Mayor received a telegram to-day from Mr Forbes, stating that he is making a national appeal for assistance for the sufferers by the earthquake in Gisborne and Wairoa. xyxy=(650,1686,795,1746)
paragraph: Amongst the premises evacuated to date on account of severe structural damage are the following:— xyxy=(650,542,795,582)
article-body xyxy=(27,241,174,1619)
section-headline: BRITISH CABINET xyxy=(340,1530,484,1564)
credit: (Per Press Association— Copyright.) xyxy=(673,190,772,210)
deck: BUSINESS BACK TO NORMAL. xyxy=(813,176,938,186)
article-body xyxy=(340,1371,484,1517)
column-no-limitation xyxy=(490,58,645,1829)
section-heading: FRENCH UNCERTAINTY. xyxy=(198,805,316,816)
paragraph: The report also states that the residential premises in the town have suffered severe damage, hundreds of chimneys falling and causing structural damage to the houses. The lengthy report concluded as follows: "In comparison to previous quakes, this one appears to have caused a very great deal more damage, and the work of restoration will take many months." xyxy=(650,1337,795,1455)
paragraph: At Mangapoike, the road is covered with landslides over its continuous length. xyxy=(806,996,945,1027)
paragraph: M. Pertinax in the "Echo de Paris" says the British statement is one of the strongest pieces of diplomatic writing. xyxy=(185,1337,329,1377)
